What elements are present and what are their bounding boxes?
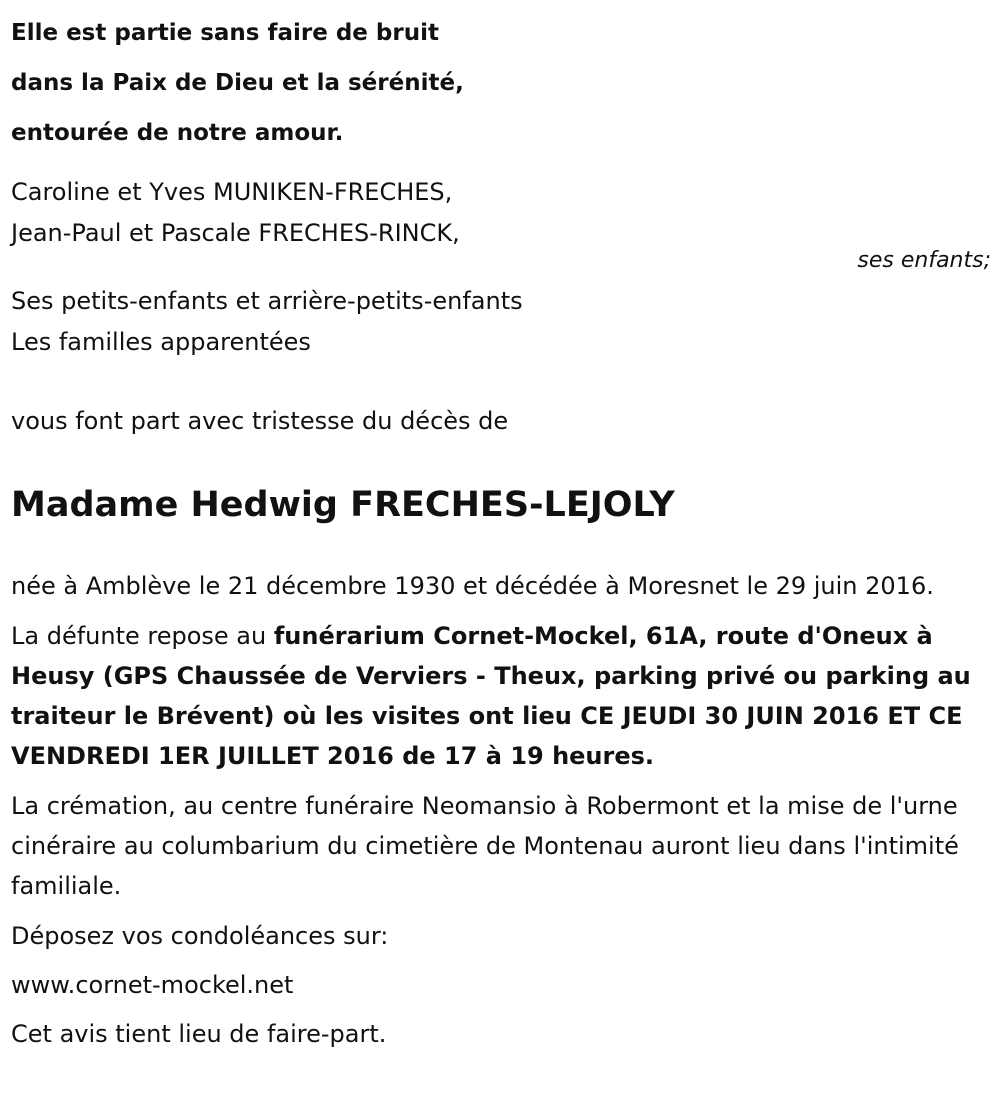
relatives-block xyxy=(11,281,991,363)
intro-line-1: Elle est partie sans faire de bruit xyxy=(11,20,439,46)
birth-death-paragraph: née à Amblève le 21 décembre 1930 et décédée à Moresnet le 29 juin 2016. xyxy=(11,572,934,600)
visitation-paragraph xyxy=(11,616,991,776)
visitation-details: funérarium Cornet-Mockel, 61A, route d'Oneux à Heusy (GPS Chaussée de Verviers - Theux, parking privé ou parking au traiteur le Brévent) où les visites ont lieu CE JEUDI 30 JUIN 2016 ET CE VENDREDI 1ER JUILLET 2016 de 17 à 19 heures. xyxy=(11,622,971,770)
child-couple-2: Jean-Paul et Pascale FRECHES-RINCK, xyxy=(11,219,460,247)
deceased-name: Madame Hedwig FRECHES-LEJOLY xyxy=(11,485,675,525)
website-link[interactable]: www.cornet-mockel.net xyxy=(11,971,294,999)
grandchildren-line: Ses petits-enfants et arrière-petits-enfants xyxy=(11,287,523,315)
announcement-line: vous font part avec tristesse du décès de xyxy=(11,407,509,435)
visitation-prefix: La défunte repose au xyxy=(11,622,274,650)
children-role: ses enfants; xyxy=(857,248,991,273)
condolences-label: Déposez vos condoléances sur: xyxy=(11,922,389,950)
intro-line-2: dans la Paix de Dieu et la sérénité, xyxy=(11,70,464,96)
child-couple-1: Caroline et Yves MUNIKEN-FRECHES, xyxy=(11,178,453,206)
families-line: Les familles apparentées xyxy=(11,328,311,356)
cremation-paragraph: La crémation, au centre funéraire Neomansio à Robermont et la mise de l'urne cinéraire au columbarium du cimetière de Montenau auront lieu dans l'intimité familiale. xyxy=(11,792,959,900)
notice-line: Cet avis tient lieu de faire-part. xyxy=(11,1020,387,1048)
obituary-notice xyxy=(11,0,991,1054)
intro-verse xyxy=(11,0,991,158)
intro-line-3: entourée de notre amour. xyxy=(11,120,344,146)
children-block xyxy=(11,172,991,276)
